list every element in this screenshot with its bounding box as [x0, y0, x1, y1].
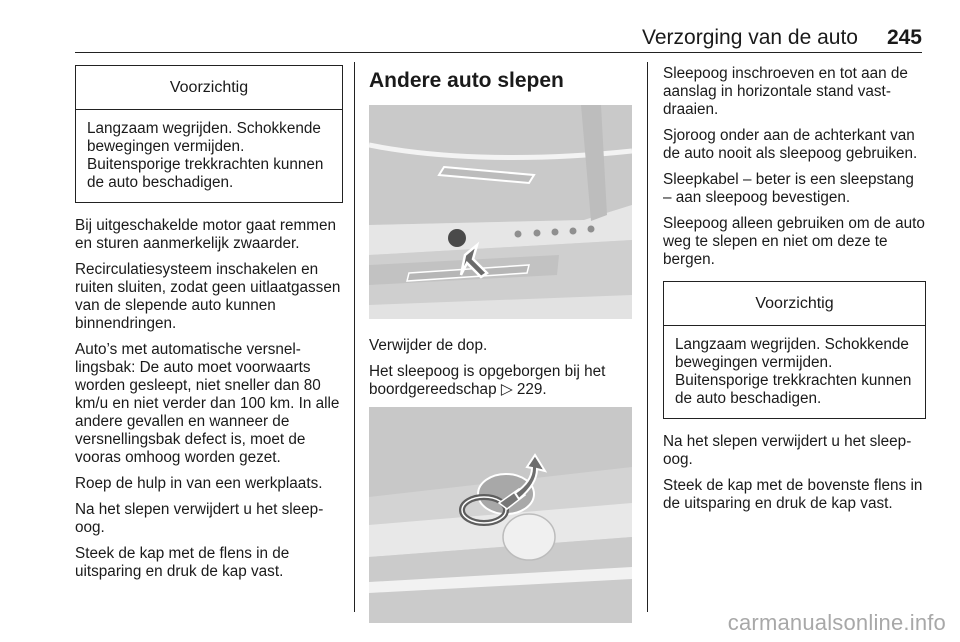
paragraph: Auto’s met automatische versnellingsbak: De auto moet voorwaarts worden gesleept, niet sneller dan 80 km/u en niet verder dan 100 km. In alle andere gevallen en wanneer de versnellingsbak defect is, moet de vooras omhoog worden gezet. — [75, 341, 340, 466]
column-2 — [369, 65, 632, 641]
paragraph: Steek de kap met de flens in de uitsparing en druk de kap vast. — [75, 545, 290, 580]
caution-text: Langzaam wegrijden. Schokkende bewegingen vermijden. Buitensporige trekkrachten kunnen de auto beschadigen. — [675, 336, 912, 407]
column-divider — [647, 62, 648, 612]
paragraph: Bij uitgeschakelde motor gaat remmen en sturen aanmerkelijk zwaarder. — [75, 217, 337, 252]
caution-text: Langzaam wegrijden. Schokkende bewegingen vermijden. Buitensporige trekkrachten kunnen de auto beschadigen. — [87, 120, 324, 191]
paragraph: Na het slepen verwijdert u het sleepoog. — [663, 433, 912, 468]
paragraph: Na het slepen verwijdert u het sleepoog. — [75, 501, 324, 536]
caution-title: Voorzichtig — [76, 66, 342, 110]
caution-title: Voorzichtig — [664, 282, 925, 326]
paragraph: Roep de hulp in van een werkplaats. — [75, 475, 323, 492]
caution-box — [663, 281, 926, 419]
paragraph: Sjoroog onder aan de achterkant van de auto nooit als sleepoog gebruiken. — [663, 127, 918, 162]
tow-eye-illustration — [369, 407, 632, 623]
rear-bumper-cap-drawing — [369, 105, 632, 319]
header-rule — [75, 52, 922, 53]
rear-bumper-cap-illustration — [369, 105, 632, 319]
column-3 — [663, 65, 926, 521]
paragraph: Sleepoog alleen gebruiken om de auto weg te slepen en niet om deze te bergen. — [663, 215, 925, 268]
column-1 — [75, 65, 343, 589]
watermark: carmanualsonline.info — [727, 610, 946, 635]
paragraph: Verwijder de dop. — [369, 337, 488, 354]
section-title: Andere auto slepen — [369, 69, 564, 92]
paragraph: Het sleepoog is opgeborgen bij het boordgereedschap ▷ 229. — [369, 363, 606, 398]
page-header — [0, 0, 960, 60]
paragraph: Steek de kap met de bovenste flens in de uitsparing en druk de kap vast. — [663, 477, 923, 512]
column-divider — [354, 62, 355, 612]
paragraph: Sleepoog inschroeven en tot aan de aanslag in horizontale stand vastdraaien. — [663, 65, 908, 118]
paragraph: Sleepkabel – beter is een sleepstang – aan sleepoog bevestigen. — [663, 171, 914, 206]
header-title: Verzorging van de auto — [642, 26, 858, 49]
page-number: 245 — [886, 26, 922, 49]
paragraph: Recirculatiesysteem inschakelen en ruiten sluiten, zodat geen uitlaatgassen van de slepende auto kunnen binnendringen. — [75, 261, 341, 332]
tow-eye-drawing — [369, 407, 632, 623]
caution-box — [75, 65, 343, 203]
